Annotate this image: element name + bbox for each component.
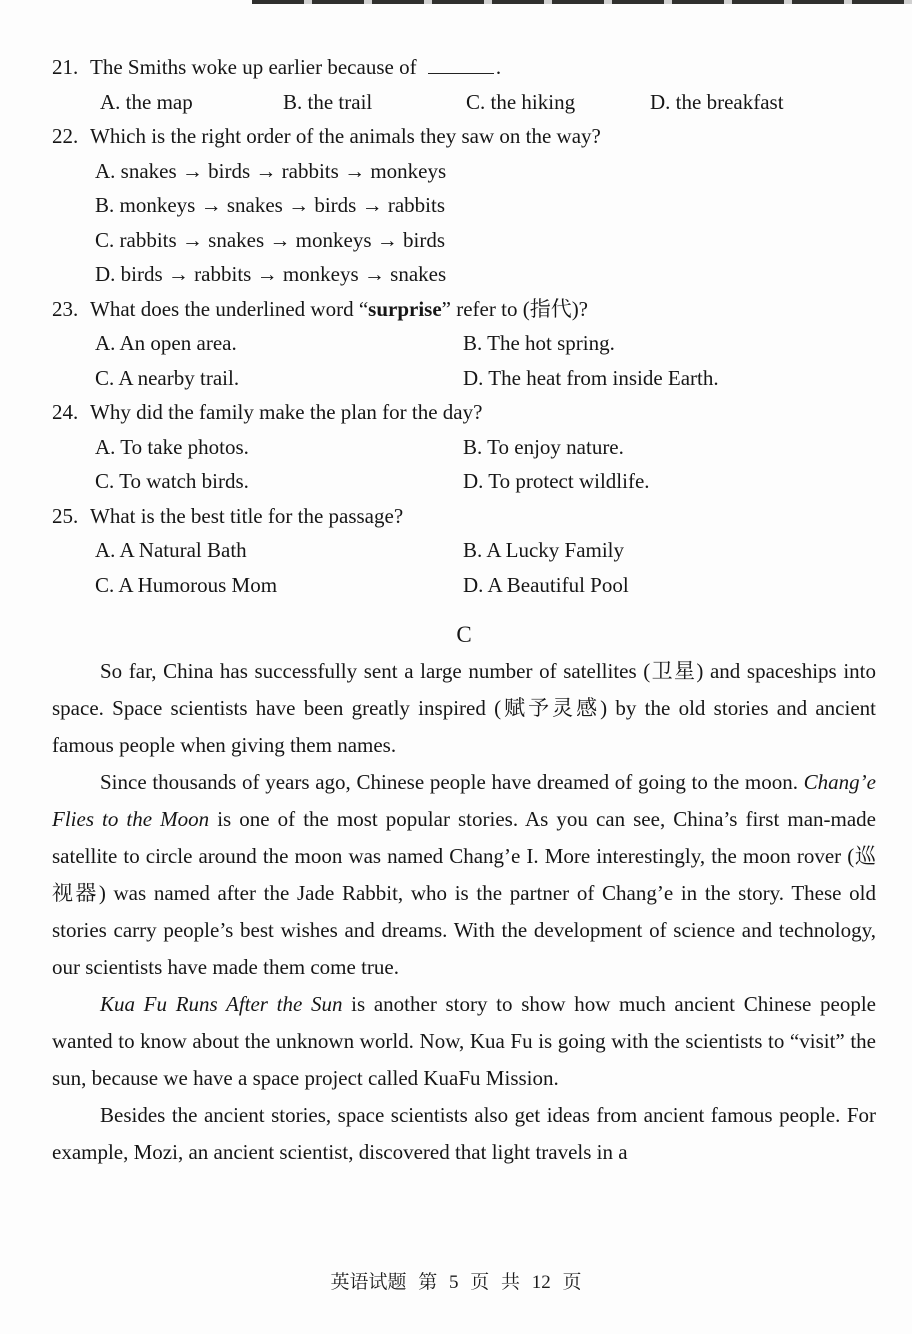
text-run: surprise (368, 296, 442, 321)
option-label: C. (95, 365, 115, 390)
option-B (283, 85, 466, 120)
question-prompt (52, 50, 876, 85)
option-A (100, 85, 283, 120)
option-label: D. (463, 469, 484, 493)
option-text: A Beautiful Pool (487, 572, 629, 597)
option-label: B. (283, 89, 303, 114)
option-B (463, 430, 876, 465)
option-label: B. (95, 193, 115, 217)
option-D (650, 85, 876, 120)
option-text: birds → rabbits → monkeys → snakes (120, 262, 447, 286)
passage-paragraph (52, 764, 876, 986)
passage-paragraph (52, 1097, 876, 1171)
question-22 (52, 119, 876, 292)
question-24 (52, 395, 876, 499)
question-number: 24. (52, 400, 79, 424)
option-C (95, 464, 463, 499)
passage-paragraph (52, 986, 876, 1097)
option-text: To take photos. (120, 434, 249, 459)
option-B (463, 326, 876, 361)
option-label: D. (463, 365, 484, 390)
option-D (463, 464, 876, 499)
question-prompt (52, 395, 876, 430)
text-run: is one of the most popular stories. As you can see, China’s first man-made satellite to circle around the moon was named Chang’e I. More interestingly, the moon rover (巡视器) was named after the Jade Rabbit, who is the partner of Chang’e in the story. These old stories carry people’s best wishes and dreams. With the development of science and technology, our scientists have made them come true. (52, 807, 876, 979)
scan-artifact-top-edge (252, 0, 912, 4)
option-text: A Humorous Mom (118, 572, 278, 597)
option-label: B. (463, 331, 483, 355)
option-C (95, 568, 463, 603)
text-run: ” refer to (指代)? (441, 296, 589, 321)
text-run: The Smiths woke up earlier because of (90, 55, 422, 79)
option-text: the trail (307, 89, 373, 114)
question-text (90, 55, 501, 79)
option-label: B. (463, 434, 483, 459)
reading-passage (52, 653, 876, 1171)
text-run: What does the underlined word “ (90, 296, 369, 321)
question-text (90, 297, 588, 321)
options (52, 85, 876, 120)
option-text: the map (125, 89, 193, 114)
text-run: Since thousands of years ago, Chinese people have dreamed of going to the moon. (100, 770, 804, 794)
question-number: 22. (52, 124, 79, 148)
option-label: D. (463, 572, 484, 597)
option-label: A. (95, 331, 116, 355)
option-D (95, 257, 876, 292)
text-run: So far, China has successfully sent a large number of satellites (卫星) and spaceships into space. Space scientists have been greatly inspired (赋予灵感) by the old stories and ancient famous people when giving them names. (52, 659, 876, 757)
options (52, 430, 876, 499)
option-text: An open area. (119, 331, 237, 355)
option-label: A. (95, 158, 116, 183)
text-run: Besides the ancient stories, space scientists also get ideas from ancient famous people. For example, Mozi, an ancient scientist, discovered that light travels in a (52, 1103, 876, 1164)
option-text: the hiking (490, 89, 576, 114)
option-B (463, 533, 876, 568)
text-run: Kua Fu Runs After the Sun (100, 992, 343, 1016)
question-25 (52, 499, 876, 603)
question-23 (52, 292, 876, 396)
text-run: is another story to show how much ancient Chinese people wanted to know about the unknown world. Now, Kua Fu is going with the scientists to “visit” the sun, because we have a space project called KuaFu Mission. (52, 992, 877, 1090)
option-A (95, 154, 876, 189)
option-label: C. (95, 572, 115, 597)
option-B (95, 188, 876, 223)
option-text: The hot spring. (487, 331, 615, 355)
question-text (90, 400, 482, 424)
option-label: C. (95, 227, 115, 252)
option-label: D. (95, 262, 116, 286)
question-number: 23. (52, 296, 79, 321)
option-text: snakes → birds → rabbits → monkeys (120, 158, 447, 183)
text-run: Chang’e Flies to the Moon (52, 770, 876, 831)
page-footer: 英语试题 第 5 页 共 12 页 (330, 1272, 582, 1293)
question-text (90, 504, 403, 528)
option-text: To enjoy nature. (487, 434, 624, 459)
option-label: C. (95, 469, 115, 493)
option-D (463, 361, 876, 396)
question-prompt (52, 292, 876, 327)
option-label: D. (650, 89, 671, 114)
option-C (95, 223, 876, 258)
option-label: A. (95, 538, 116, 562)
option-text: monkeys → snakes → birds → rabbits (119, 193, 445, 217)
question-text (90, 124, 601, 148)
options (52, 533, 876, 602)
questions (52, 50, 876, 602)
option-text: rabbits → snakes → monkeys → birds (119, 227, 445, 252)
option-A (95, 430, 463, 465)
option-C (466, 85, 650, 120)
question-prompt (52, 499, 876, 534)
question-21 (52, 50, 876, 119)
question-prompt (52, 119, 876, 154)
option-D (463, 568, 876, 603)
option-text: The heat from inside Earth. (488, 365, 719, 390)
passage-paragraph (52, 653, 876, 764)
options (52, 326, 876, 395)
option-text: A Natural Bath (119, 538, 247, 562)
text-run: Why did the family make the plan for the day? (90, 400, 483, 424)
option-text: To watch birds. (119, 469, 249, 493)
option-label: B. (463, 538, 483, 562)
option-label: A. (95, 434, 116, 459)
option-text: To protect wildlife. (488, 469, 650, 493)
option-label: C. (466, 89, 486, 114)
text-run: Which is the right order of the animals they saw on the way? (90, 124, 601, 148)
option-A (95, 533, 463, 568)
question-number: 21. (52, 55, 79, 79)
option-A (95, 326, 463, 361)
section-heading: C (456, 622, 472, 647)
question-number: 25. (52, 503, 79, 528)
text-run: What is the best title for the passage? (90, 503, 404, 528)
option-C (95, 361, 463, 396)
option-text: A nearby trail. (118, 365, 240, 390)
option-text: the breakfast (675, 89, 784, 114)
option-text: A Lucky Family (486, 538, 625, 562)
text-run: . (495, 55, 502, 79)
options (52, 154, 876, 292)
answer-blank (428, 60, 494, 74)
option-label: A. (100, 89, 121, 114)
